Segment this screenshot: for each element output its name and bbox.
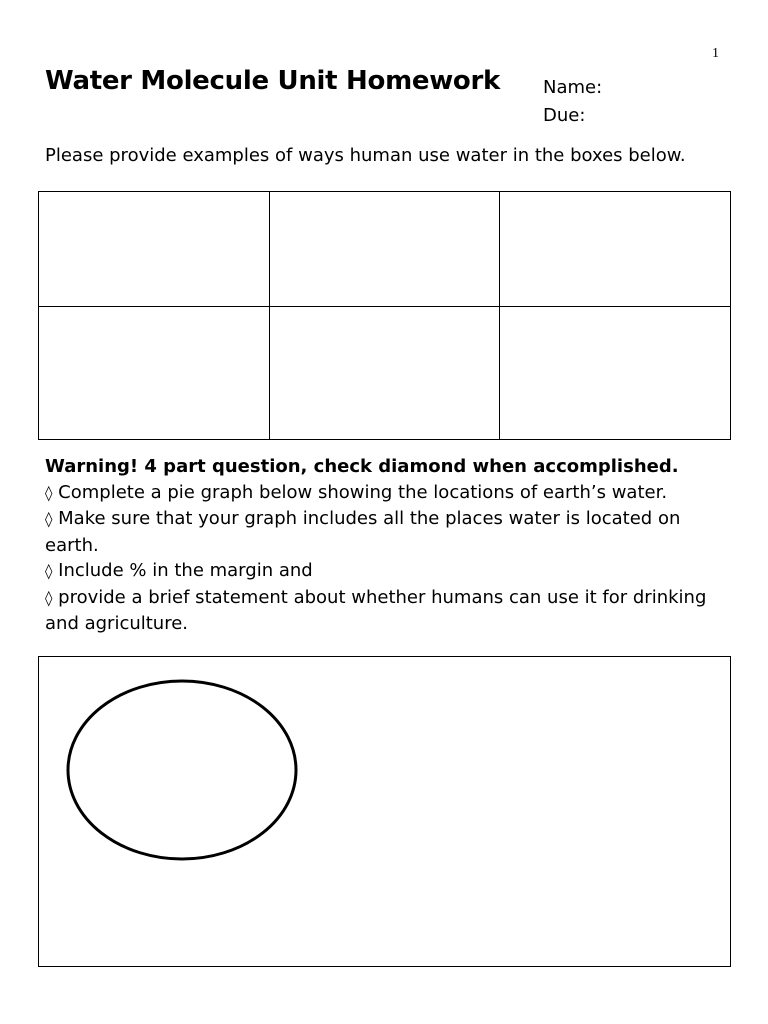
checklist-item-2: [45, 506, 715, 558]
checklist-item-1: [45, 480, 715, 507]
checklist-item-text: Include % in the margin and: [58, 560, 313, 581]
checklist-item-text: provide a brief statement about whether humans can use it for drinking and agriculture.: [45, 586, 707, 634]
diamond-icon[interactable]: ◊: [45, 483, 53, 502]
diamond-icon[interactable]: ◊: [45, 588, 53, 607]
water-uses-grid: [38, 191, 731, 440]
answer-box-4[interactable]: [39, 307, 270, 439]
checklist-item-text: Complete a pie graph below showing the locations of earth’s water.: [58, 481, 668, 503]
blank-pie-circle: [68, 681, 296, 859]
answer-box-2[interactable]: [270, 192, 500, 307]
answer-box-5[interactable]: [270, 307, 500, 439]
pie-graph-svg: [39, 657, 730, 966]
answer-box-1[interactable]: [39, 192, 270, 307]
warning-block: [45, 454, 715, 637]
diamond-icon[interactable]: ◊: [45, 510, 53, 528]
diamond-icon[interactable]: ◊: [45, 562, 53, 580]
warning-heading: Warning! 4 part question, check diamond when accomplished.: [45, 456, 679, 477]
page-title: Water Molecule Unit Homework: [45, 66, 500, 96]
due-label: Due:: [543, 105, 586, 126]
pie-graph-area[interactable]: [38, 656, 731, 967]
name-label: Name:: [543, 77, 603, 98]
answer-box-3[interactable]: [500, 192, 730, 307]
instructions-text: Please provide examples of ways human use water in the boxes below.: [45, 145, 686, 166]
checklist-item-3: [45, 558, 715, 585]
answer-box-6[interactable]: [500, 307, 730, 439]
checklist-item-4: [45, 585, 715, 637]
checklist-item-text: Make sure that your graph includes all the places water is located on earth.: [45, 508, 681, 556]
page-number: 1: [712, 46, 719, 61]
